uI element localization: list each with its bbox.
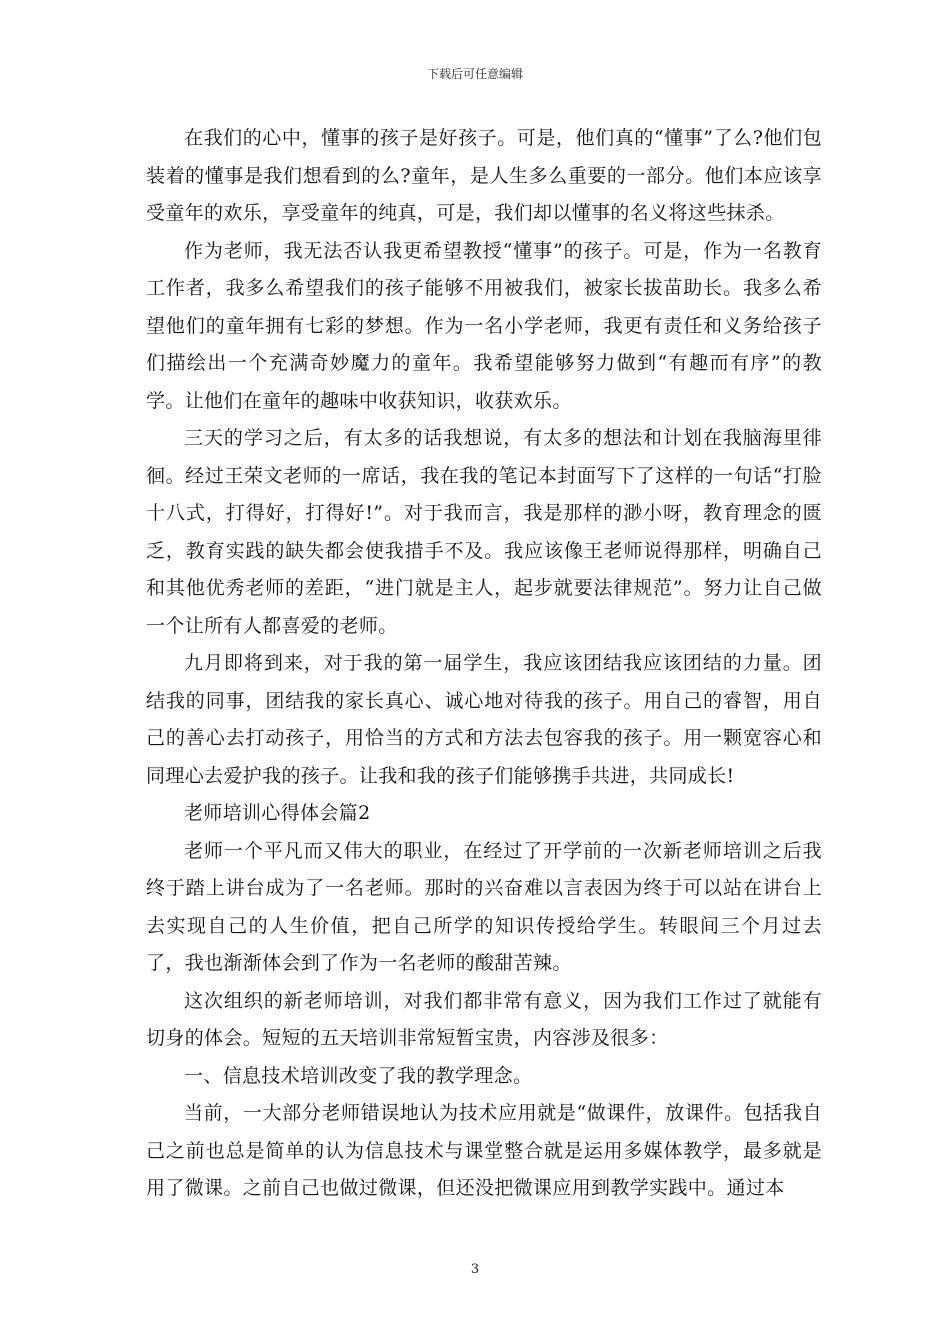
paragraph-tech-application: 当前，一大部分老师错误地认为技术应用就是“做课件，放课件。包括我自己之前也总是简单的认为信息技术与课堂整合就是运用多媒体教学，最多就是用了微课。之前自己也做过微课，但还没把微课应用到教学实践中。通过本 (146, 1102, 822, 1199)
subheading-it-training: 一、信息技术培训改变了我的教学理念。 (184, 1064, 533, 1087)
document-body (146, 120, 822, 1208)
section-title-part-2: 老师培训心得体会篇2 (184, 802, 371, 824)
paragraph-september-students: 九月即将到来，对于我的第一届学生，我应该团结我应该团结的力量。团结我的同事，团结我的家长真心、诚心地对待我的孩子。用自己的睿智，用自己的善心去打动孩子，用恰当的方式和方法去包容我的孩子。用一颗宽容心和同理心去爱护我的孩子。让我和我的孩子们能够携手共进，共同成长! (146, 652, 822, 787)
page-number: 3 (470, 1262, 480, 1277)
paragraph-understanding-children: 在我们的心中，懂事的孩子是好孩子。可是，他们真的“懂事”了么?他们包装着的懂事是我们想看到的么?童年，是人生多么重要的一部分。他们本应该享受童年的欢乐，享受童年的纯真，可是，我们却以懂事的名义将这些抹杀。 (146, 127, 822, 224)
paragraph-training-meaning: 这次组织的新老师培训，对我们都非常有意义，因为我们工作过了就能有切身的体会。短短的五天培训非常短暂宝贵，内容涉及很多： (146, 989, 822, 1049)
paragraph-teacher-role: 作为老师，我无法否认我更希望教授“懂事”的孩子。可是，作为一名教育工作者，我多么希望我们的孩子能够不用被我们，被家长拔苗助长。我多么希望他们的童年拥有七彩的梦想。作为一名小学老师，我更有责任和义务给孩子们描绘出一个充满奇妙魔力的童年。我希望能够努力做到“有趣而有序”的教学。让他们在童年的趣味中收获知识，收获欢乐。 (146, 239, 822, 412)
paragraph-three-days-study: 三天的学习之后，有太多的话我想说，有太多的想法和计划在我脑海里徘徊。经过王荣文老师的一席话，我在我的笔记本封面写下了这样的一句话“打脸十八式，打得好，打得好!”。对于我而言，我是那样的渺小呀，教育理念的匮乏，教育实践的缺失都会使我措手不及。我应该像王老师说得那样，明确自己和其他优秀老师的差距，“进门就是主人，起步就要法律规范”。努力让自己做一个让所有人都喜爱的老师。 (146, 427, 822, 637)
paragraph-teacher-career: 老师一个平凡而又伟大的职业，在经过了开学前的一次新老师培训之后我终于踏上讲台成为了一名老师。那时的兴奋难以言表因为终于可以站在讲台上去实现自己的人生价值，把自己所学的知识传授给学生。转眼间三个月过去了，我也渐渐体会到了作为一名老师的酸甜苦辣。 (146, 839, 822, 974)
page-header: 下载后可任意编辑 (426, 67, 523, 81)
